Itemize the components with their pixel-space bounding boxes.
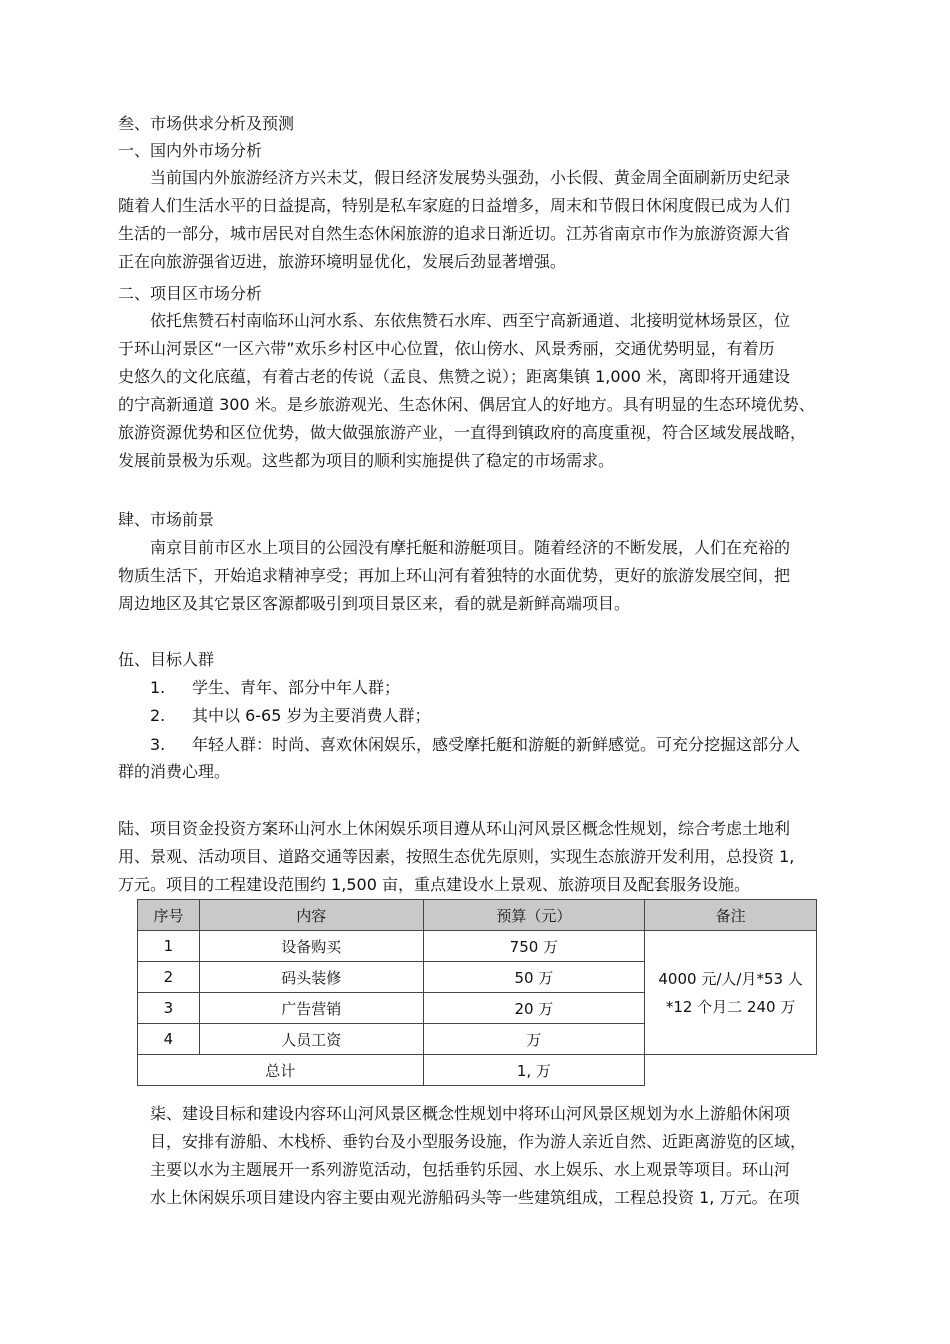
- row-content: 人员工资: [199, 1024, 423, 1055]
- header-cell: 内容: [199, 900, 423, 931]
- header-cell: 序号: [138, 900, 200, 931]
- list-text: 其中以 6-65 岁为主要消费人群；: [192, 706, 431, 725]
- paragraph-line: 陆、项目资金投资方案环山河水上休闲娱乐项目遵从环山河风景区概念性规划，综合考虑土地利: [118, 819, 791, 838]
- paragraph-line: 周边地区及其它景区客源都吸引到项目景区来，看的就是新鲜高端项目。: [118, 594, 631, 613]
- paragraph-line: 主要以水为主题展开一系列游览活动，包括垂钓乐园、水上娱乐、水上观景等项目。环山河: [150, 1160, 791, 1179]
- note-line: *12 个月二 240 万: [665, 997, 796, 1016]
- row-content: 设备购买: [199, 931, 423, 962]
- paragraph-line: 的宁高新通道 300 米。是乡旅游观光、生态休闲、偶居宜人的好地方。具有明显的生态环境优势、: [118, 395, 815, 414]
- section5-title: 伍、目标人群: [118, 650, 215, 669]
- row-content: 广告营销: [199, 993, 423, 1024]
- row-budget: 50 万: [423, 962, 645, 993]
- table-header-row: [138, 900, 817, 931]
- paragraph-line: 用、景观、活动项目、道路交通等因素，按照生态优先原则，实现生态旅游开发利用，总投资 1,: [118, 847, 795, 866]
- note-line: 4000 元/人/月*53 人: [658, 969, 803, 988]
- row-number: 4: [138, 1024, 200, 1055]
- note-cell: [645, 931, 817, 1055]
- paragraph-line: 于环山河景区“一区六带”欢乐乡村区中心位置，依山傍水、风景秀丽，交通优势明显，有着历: [118, 339, 775, 358]
- table-total-row: [138, 1055, 817, 1086]
- total-value: 1, 万: [423, 1055, 645, 1086]
- sub1-title: 一、国内外市场分析: [118, 141, 263, 160]
- row-budget: 万: [423, 1024, 645, 1055]
- paragraph-line: 发展前景极为乐观。这些都为项目的顺利实施提供了稳定的市场需求。: [118, 451, 615, 470]
- list-number: 1.: [150, 678, 166, 697]
- sub2-title: 二、项目区市场分析: [118, 284, 263, 303]
- header-cell: 备注: [645, 900, 817, 931]
- row-budget: 750 万: [423, 931, 645, 962]
- list-number: 2.: [150, 706, 166, 725]
- budget-table: [137, 899, 817, 1086]
- total-label: 总计: [138, 1055, 424, 1086]
- list-text: 年轻人群：时尚、喜欢休闲娱乐，感受摩托艇和游艇的新鲜感觉。可充分挖掘这部分人: [192, 735, 801, 754]
- paragraph-line: 生活的一部分，城市居民对自然生态休闲旅游的追求日渐近切。江苏省南京市作为旅游资源大省: [118, 224, 791, 243]
- paragraph-line: 史悠久的文化底蕴，有着古老的传说（孟良、焦赞之说）；距离集镇 1,000 米，离即将开通建设: [118, 367, 790, 386]
- list-text: 学生、青年、部分中年人群；: [192, 678, 401, 697]
- row-number: 1: [138, 931, 200, 962]
- row-number: 2: [138, 962, 200, 993]
- paragraph-line: 柒、建设目标和建设内容环山河风景区概念性规划中将环山河风景区规划为水上游船休闲项: [150, 1104, 791, 1123]
- paragraph-line: 水上休闲娱乐项目建设内容主要由观光游船码头等一些建筑组成，工程总投资 1, 万元。在项: [150, 1188, 800, 1207]
- row-number: 3: [138, 993, 200, 1024]
- paragraph-line: 物质生活下，开始追求精神享受；再加上环山河有着独特的水面优势，更好的旅游发展空间，把: [118, 566, 791, 585]
- paragraph-line: 随着人们生活水平的日益提高，特别是私车家庭的日益增多，周末和节假日休闲度假已成为人们: [118, 196, 791, 215]
- paragraph-line: 依托焦赞石村南临环山河水系、东依焦赞石水库、西至宁高新通道、北接明觉林场景区，位: [150, 311, 791, 330]
- paragraph-line: 当前国内外旅游经济方兴未艾，假日经济发展势头强劲，小长假、黄金周全面刷新历史纪录: [150, 168, 791, 187]
- paragraph-line: 南京目前市区水上项目的公园没有摩托艇和游艇项目。随着经济的不断发展，人们在充裕的: [150, 538, 791, 557]
- paragraph-line: 正在向旅游强省迈进，旅游环境明显优化，发展后劲显著增强。: [118, 252, 567, 271]
- header-cell: 预算（元）: [423, 900, 645, 931]
- paragraph-line: 万元。项目的工程建设范围约 1,500 亩，重点建设水上景观、旅游项目及配套服务设施。: [118, 875, 750, 894]
- list-item-continuation: 群的消费心理。: [118, 762, 231, 781]
- paragraph-line: 目，安排有游船、木栈桥、垂钓台及小型服务设施，作为游人亲近自然、近距离游览的区域，: [150, 1132, 807, 1151]
- section4-title: 肆、市场前景: [118, 510, 215, 529]
- row-content: 码头装修: [199, 962, 423, 993]
- section3-title: 叁、市场供求分析及预测: [118, 114, 295, 133]
- paragraph-line: 旅游资源优势和区位优势，做大做强旅游产业，一直得到镇政府的高度重视，符合区域发展战略，: [118, 423, 807, 442]
- list-number: 3.: [150, 735, 166, 754]
- row-budget: 20 万: [423, 993, 645, 1024]
- table-row: [138, 931, 817, 962]
